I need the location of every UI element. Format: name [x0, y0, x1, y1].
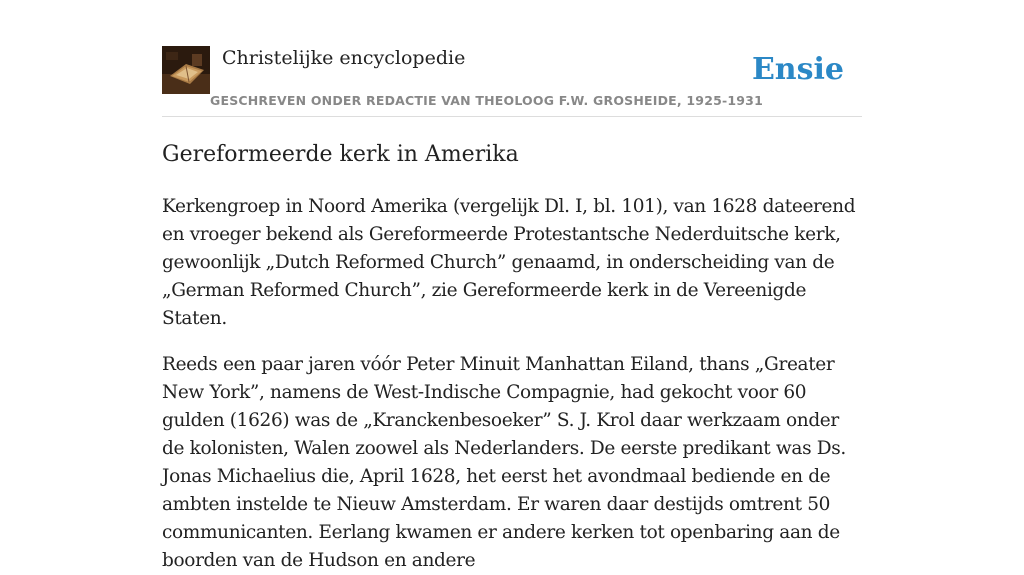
- book-photo-icon: [162, 46, 210, 94]
- encyclopedia-avatar[interactable]: [162, 46, 210, 94]
- site-header: [162, 46, 862, 117]
- article: [162, 139, 862, 575]
- site-subtitle: GESCHREVEN ONDER REDACTIE VAN THEOLOOG F.W. GROSHEIDE, 1925-1931: [210, 93, 763, 108]
- ensie-logo-link[interactable]: Ensie: [751, 52, 844, 87]
- article-title: Gereformeerde kerk in Amerika: [162, 142, 519, 167]
- article-paragraph: Reeds een paar jaren vóór Peter Minuit Manhattan Eiland, thans „Greater New York”, namens de West-Indische Compagnie, had gekocht voor 60 gulden (1626) was de „Kranckenbesoeker” S. J. Krol daar werkzaam onder de kolonisten, Walen zoowel als Nederlanders. De eerste predikant was Ds. Jonas Michaelius die, April 1628, het eerst het avondmaal bediende en de ambten instelde te Nieuw Amsterdam. Er waren daar destijds omtrent 50 communicanten. Eerlang kwamen er andere kerken tot openbaring aan de boorden van de Hudson en andere: [162, 354, 846, 571]
- article-paragraph: Kerkengroep in Noord Amerika (vergelijk Dl. I, bl. 101), van 1628 dateerend en vroeger bekend als Gereformeerde Protestantsche Nederduitsche kerk, gewoonlijk „Dutch Reformed Church” genaamd, in onderscheiding van de „German Reformed Church”, zie Gereformeerde kerk in de Vereenigde Staten.: [162, 196, 856, 329]
- site-title[interactable]: Christelijke encyclopedie: [222, 47, 466, 69]
